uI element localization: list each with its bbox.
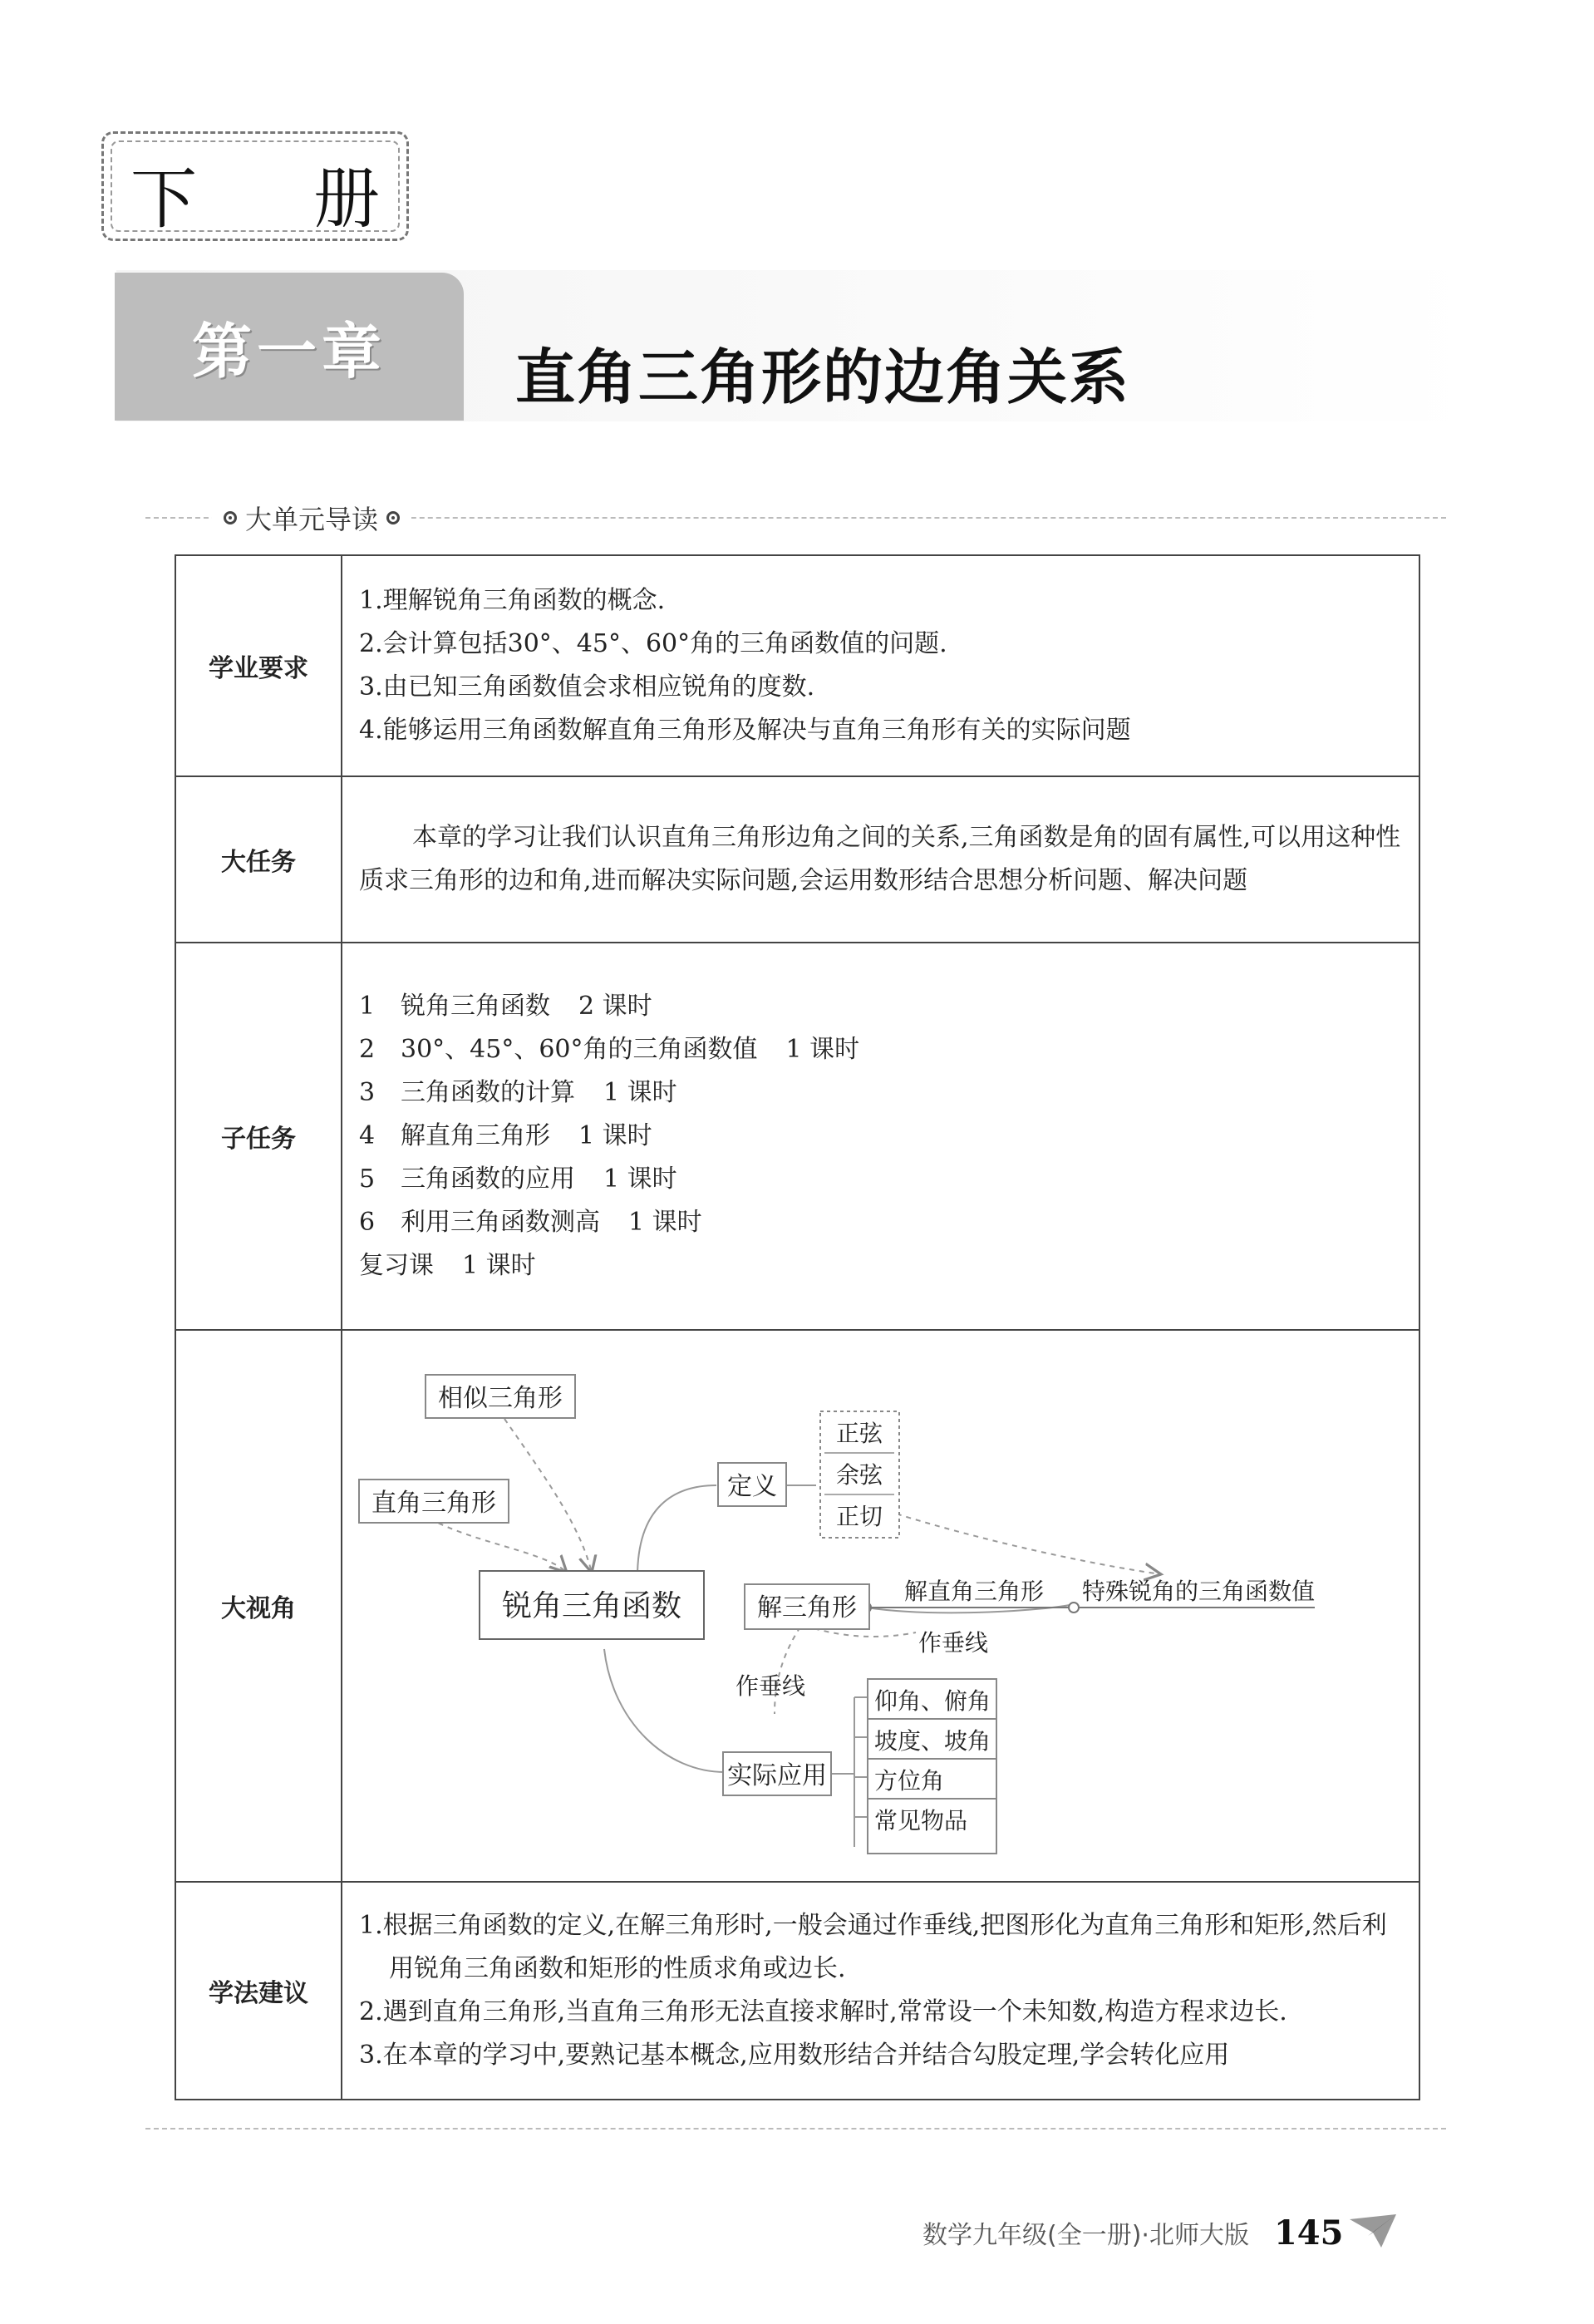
node-perp-2: 作垂线 xyxy=(735,1672,806,1700)
study-method xyxy=(342,1882,1419,2100)
paper-plane-icon xyxy=(1348,2211,1398,2254)
row-head-view: 大视角 xyxy=(175,1330,342,1882)
volume-title-right: 册 xyxy=(313,160,380,238)
list-item: 6 利用三角函数测高 1 课时 xyxy=(359,1208,702,1237)
node-special: 特殊锐角的三角函数值 xyxy=(1081,1578,1316,1605)
chapter-title: 直角三角形的边角关系 xyxy=(515,342,1131,412)
main-task-text: 本章的学习让我们认识直角三角形边角之间的关系,三角函数是角的固有属性,可以用这种性质求三角形的边和角,进而解决实际问题,会运用数形结合思想分析问题、解决问题 xyxy=(359,823,1401,895)
chapter-label xyxy=(115,273,464,421)
row-head-method: 学法建议 xyxy=(175,1882,342,2100)
chapter-number: 第一章 xyxy=(191,317,386,387)
list-item: 4.能够运用三角函数解直角三角形及解决与直角三角形有关的实际问题 xyxy=(359,716,1131,745)
list-item: 1.理解锐角三角函数的概念. xyxy=(359,586,666,615)
node-objects: 常见物品 xyxy=(874,1807,968,1834)
list-item: 2.会计算包括30°、45°、60°角的三角函数值的问题. xyxy=(359,629,947,658)
node-elevation: 仰角、俯角 xyxy=(874,1687,991,1715)
footer-rule xyxy=(145,2113,1446,2130)
table-row-subtasks xyxy=(175,943,1419,1330)
list-item: 复习课 1 课时 xyxy=(359,1251,536,1280)
list-item: 1 锐角三角函数 2 课时 xyxy=(359,992,652,1021)
node-cosine: 余弦 xyxy=(835,1461,883,1489)
main-task xyxy=(342,776,1419,943)
big-view-cell xyxy=(342,1330,1419,1882)
node-definition: 定义 xyxy=(727,1472,777,1501)
section-label: 大单元导读 xyxy=(245,504,379,535)
table-row-academic xyxy=(175,555,1419,776)
table-row-method xyxy=(175,1882,1419,2100)
node-bearing: 方位角 xyxy=(874,1767,945,1795)
ring-dot-icon xyxy=(224,511,237,524)
list-item: 3 三角函数的计算 1 课时 xyxy=(359,1078,677,1107)
list-item: 5 三角函数的应用 1 课时 xyxy=(359,1164,677,1194)
table-row-task xyxy=(175,776,1419,943)
page-footer xyxy=(922,2211,1398,2254)
ring-dot-icon xyxy=(386,511,400,524)
list-item: 2 30°、45°、60°角的三角函数值 1 课时 xyxy=(359,1035,860,1064)
list-item: 1.根据三角函数的定义,在解三角形时,一般会通过作垂线,把图形化为直角三角形和矩形,然后利用锐角三角函数和矩形的性质求角或边长. xyxy=(359,1911,1387,1983)
node-sine: 正弦 xyxy=(835,1420,883,1447)
section-header xyxy=(145,499,1446,535)
list-item: 3.在本章的学习中,要熟记基本概念,应用数形结合并结合勾股定理,学会转化应用 xyxy=(359,2041,1230,2070)
unit-guide-table xyxy=(175,554,1420,2100)
list-item: 3.由已知三角函数值会求相应锐角的度数. xyxy=(359,672,815,702)
node-tangent: 正切 xyxy=(835,1503,883,1530)
table-row-view xyxy=(175,1330,1419,1882)
book-title: 数学九年级(全一册)·北师大版 xyxy=(922,2221,1249,2250)
volume-title-box xyxy=(101,131,409,241)
row-head-academic: 学业要求 xyxy=(175,555,342,776)
page-number: 145 xyxy=(1273,2213,1344,2253)
node-perp-1: 作垂线 xyxy=(918,1629,989,1657)
volume-title xyxy=(121,145,390,241)
node-slope: 坡度、坡角 xyxy=(874,1727,991,1755)
node-center: 锐角三角函数 xyxy=(501,1589,682,1623)
row-head-subtasks: 子任务 xyxy=(175,943,342,1330)
node-application: 实际应用 xyxy=(727,1761,827,1790)
list-item: 2.遇到直角三角形,当直角三角形无法直接求解时,常常设一个未知数,构造方程求边长. xyxy=(359,1997,1287,2026)
volume-title-left: 下 xyxy=(130,160,197,238)
concept-map xyxy=(342,1332,1417,1880)
node-similar: 相似三角形 xyxy=(438,1384,563,1413)
row-head-task: 大任务 xyxy=(175,776,342,943)
academic-requirements xyxy=(342,555,1419,776)
list-item: 4 解直角三角形 1 课时 xyxy=(359,1121,652,1150)
node-solve-right: 解直角三角形 xyxy=(903,1578,1045,1605)
node-right-triangle: 直角三角形 xyxy=(371,1489,496,1518)
subtask-list xyxy=(342,943,1419,1330)
node-solve: 解三角形 xyxy=(757,1593,857,1622)
